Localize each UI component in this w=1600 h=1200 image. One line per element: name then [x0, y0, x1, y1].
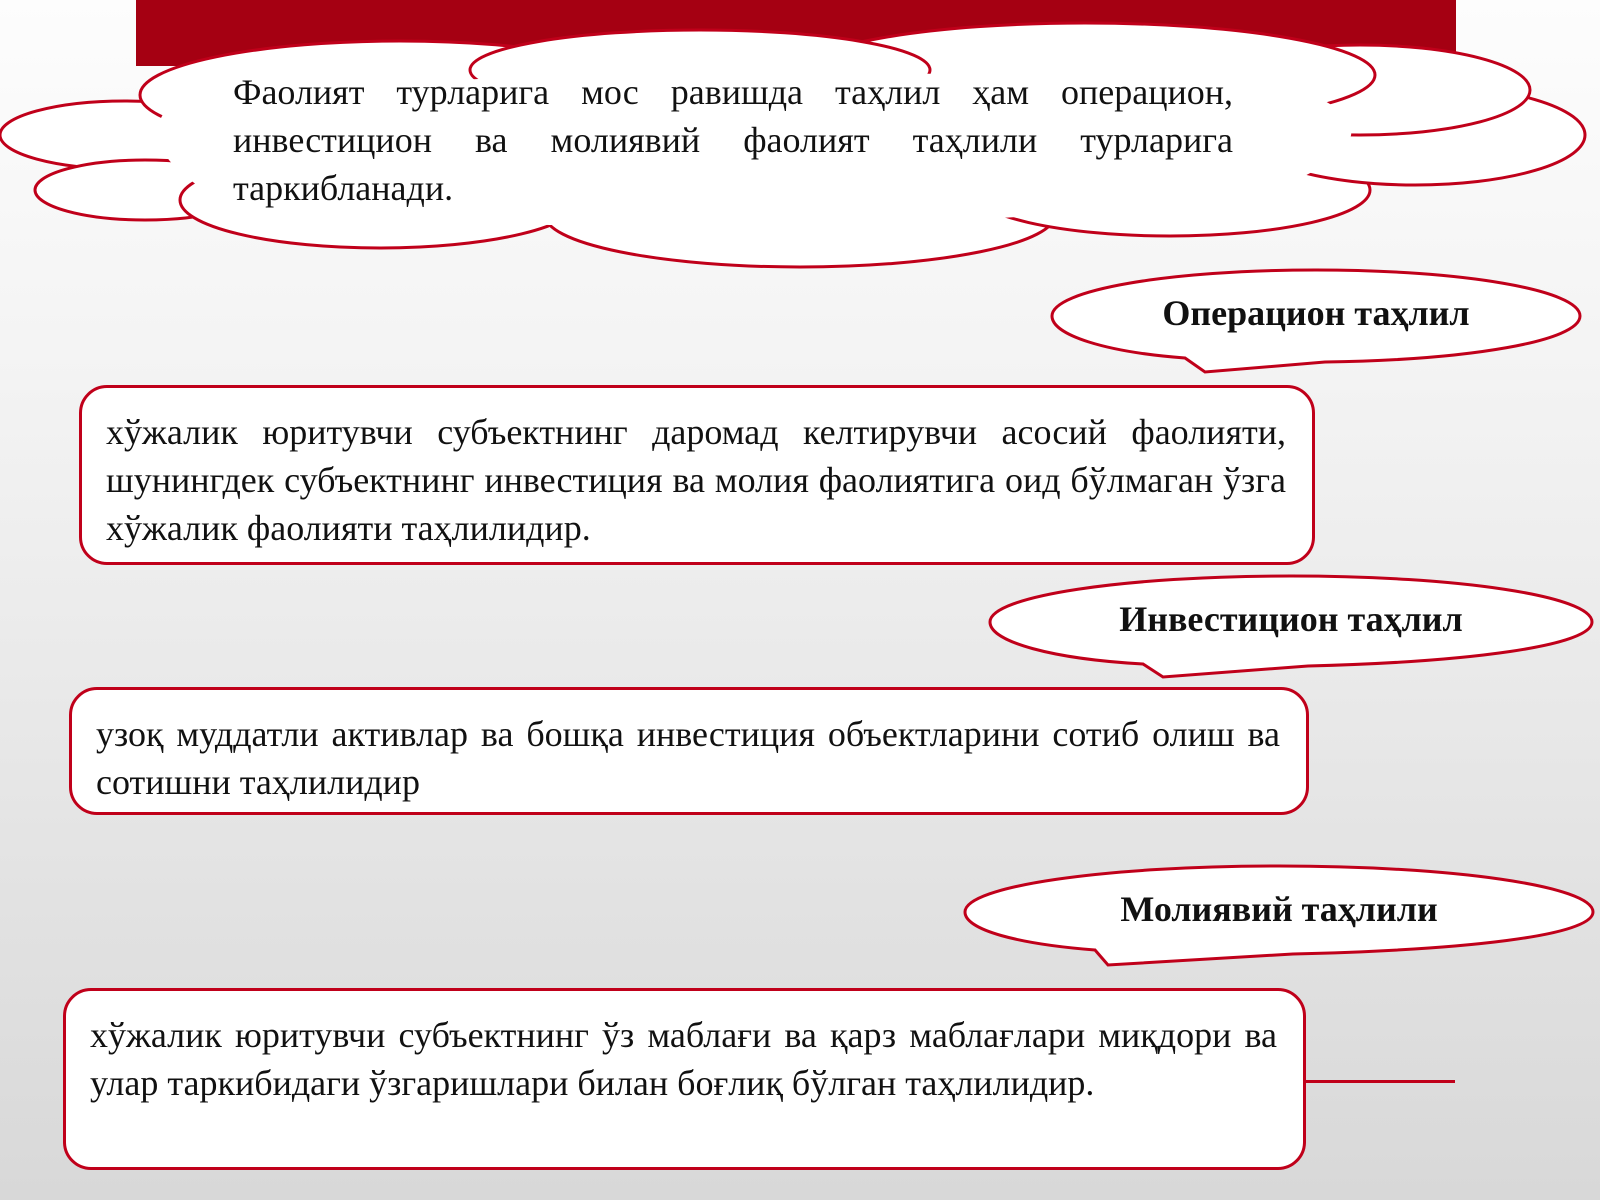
definition-box-investment: узоқ муддатли активлар ва бошқа инвестиция объектларини сотиб олиш ва сотишни таҳлилидир — [69, 687, 1309, 815]
section-title-operational: Операцион таҳлил — [1162, 293, 1470, 333]
section-title-investment: Инвестицион таҳлил — [1119, 599, 1463, 639]
section-title-financial: Молиявий таҳлили — [1120, 889, 1438, 929]
intro-cloud-text: Фаолият турларига мос равишда таҳлил ҳам операцион, инвестицион ва молиявий фаолият таҳлили турларига таркибланади. — [233, 72, 1233, 208]
section-bubble-operational — [1050, 268, 1582, 375]
section-bubble-financial — [963, 864, 1595, 968]
section-bubble-investment — [988, 574, 1594, 680]
connector-line — [1303, 1080, 1455, 1083]
definition-box-operational: хўжалик юритувчи субъектнинг даромад келтирувчи асосий фаолияти, шунингдек субъектнинг инвестиция ва молия фаолиятига оид бўлмаган ўзга хўжалик фаолияти таҳлилидир. — [79, 385, 1315, 565]
definition-box-financial: хўжалик юритувчи субъектнинг ўз маблағи ва қарз маблағлари миқдори ва улар таркибидаги ўзгаришлари билан боғлиқ бўлган таҳлилидир. — [63, 988, 1306, 1170]
